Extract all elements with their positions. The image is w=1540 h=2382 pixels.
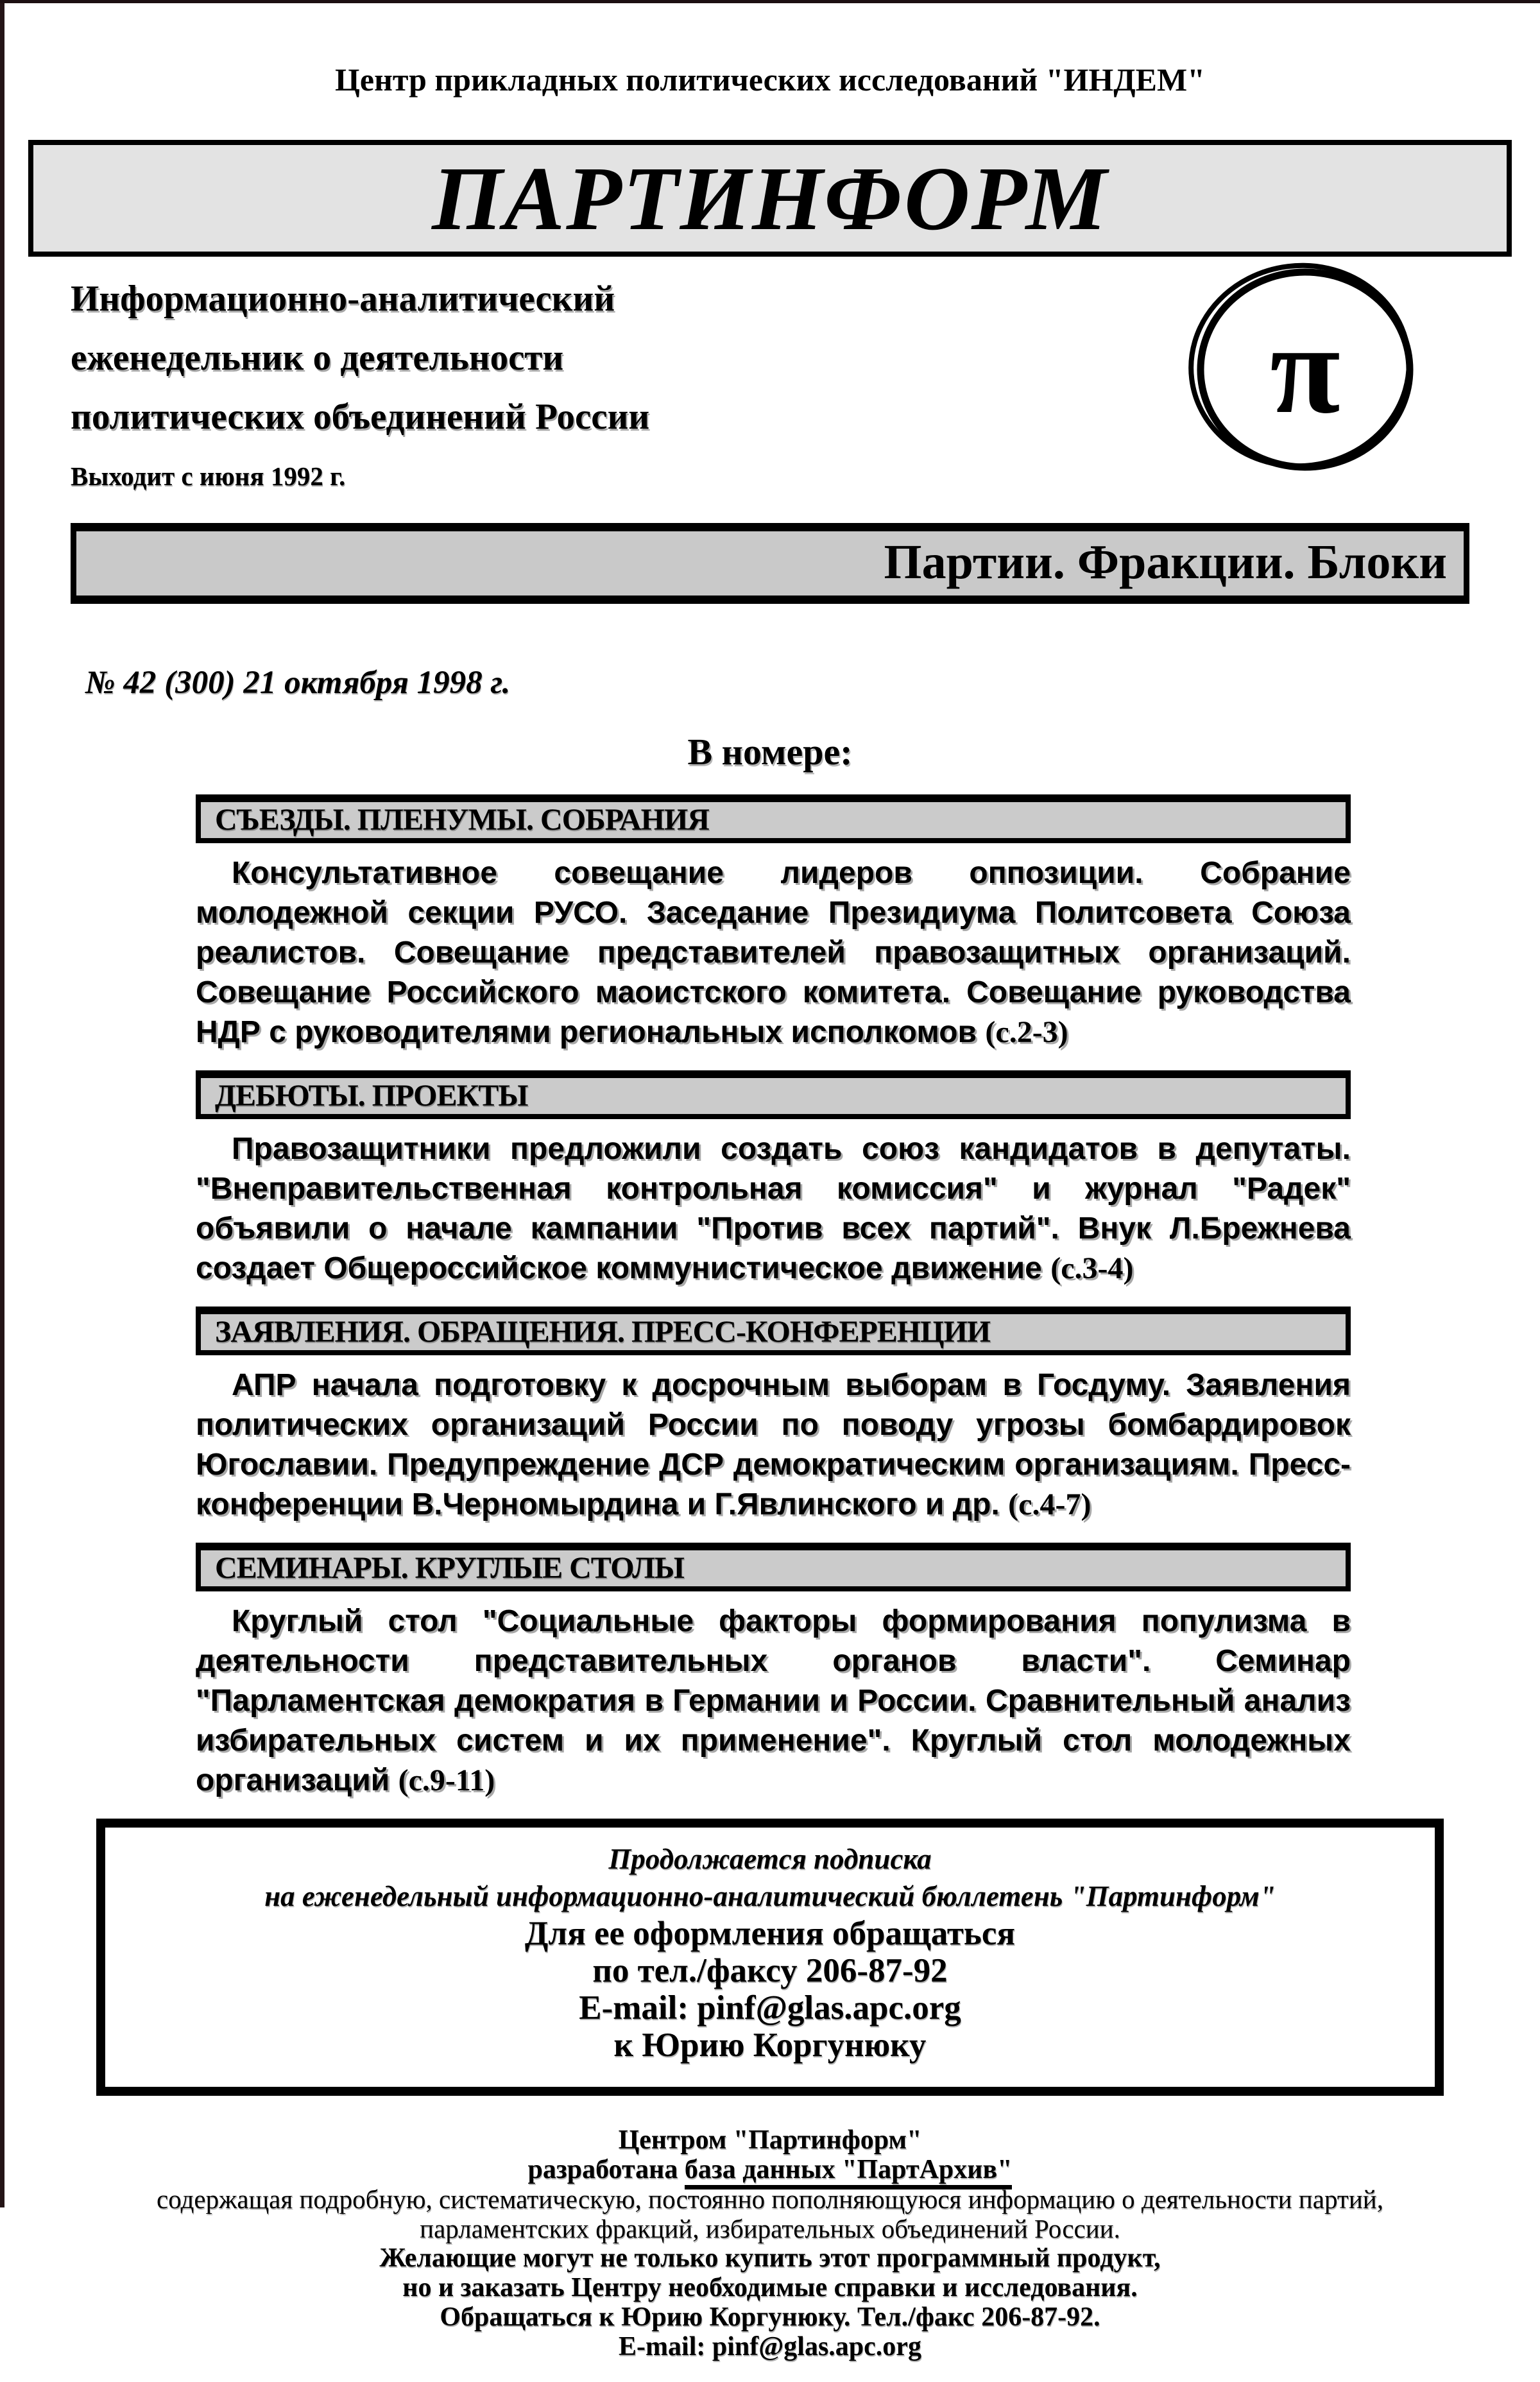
scan-edge-artifact-top — [0, 0, 1540, 3]
section-summary — [196, 1129, 1351, 1289]
footer-line-5: Желающие могут не только купить этот программный продукт, — [379, 2243, 1161, 2273]
subscription-contact: к Юрию Коргунюку — [613, 2026, 927, 2064]
footer-line-4: парламентских фракций, избирательных объединений России. — [420, 2214, 1120, 2243]
footer-block — [0, 2125, 1540, 2361]
toc-section-seminars — [196, 1543, 1351, 1801]
toc-sections — [196, 794, 1351, 1801]
rubric-banner-label: Партии. Фракции. Блоки — [884, 535, 1447, 589]
tagline-line-3: политических объединений России — [71, 397, 650, 437]
section-header-bar — [196, 1543, 1351, 1591]
content-flow — [0, 794, 1540, 2361]
section-header-label: СЕМИНАРЫ. КРУГЛЫЕ СТОЛЫ — [215, 1551, 685, 1585]
page-reference: (с.3-4) — [1050, 1251, 1134, 1285]
masthead-box — [28, 140, 1512, 257]
section-summary-text: АПР начала подготовку к досрочным выборам в Госдуму. Заявления политических организаций России по поводу угрозы бомбардировок Югославии. Предупреждение ДСР демократическим организациям. Пресс-конференции В.Черномырдина и Г.Явлинского и др. — [196, 1368, 1351, 1521]
issue-line: № 42 (300) 21 октября 1998 г. — [85, 665, 511, 701]
toc-section-congresses — [196, 794, 1351, 1052]
publication-since-line: Выходит с июня 1992 г. — [71, 461, 346, 491]
section-summary-text: Правозащитники предложили создать союз кандидатов в депутаты. "Внеправительственная контрольная комиссия" и журнал "Радек" объявили о начале кампании "Против всех партий". Внук Л.Брежнева создает Общероссийское коммунистическое движение — [196, 1132, 1351, 1285]
section-header-label: СЪЕЗДЫ. ПЛЕНУМЫ. СОБРАНИЯ — [215, 803, 709, 837]
organization-name: Центр прикладных политических исследований "ИНДЕМ" — [335, 62, 1205, 98]
toc-section-debuts — [196, 1070, 1351, 1289]
footer-line-1: Центром "Партинформ" — [618, 2125, 922, 2155]
footer-email: E-mail: pinf@glas.apc.org — [619, 2332, 921, 2361]
footer-line-2 — [0, 2155, 1540, 2184]
tagline-line-2: еженедельник о деятельности — [71, 338, 564, 378]
section-summary-text: Консультативное совещание лидеров оппозиции. Собрание молодежной секции РУСО. Заседание Президиума Политсовета Союза реалистов. Совещание представителей правозащитных организаций. Совещание Российского маоистского комитета. Совещание руководства НДР с руководителями региональных исполкомов — [196, 856, 1351, 1049]
tagline-line-1: Информационно-аналитический — [71, 278, 615, 319]
pi-logo-icon — [1179, 255, 1430, 486]
page-reference: (с.9-11) — [398, 1763, 495, 1797]
footer-database-name: база данных "ПартАрхив" — [685, 2155, 1013, 2189]
rubric-banner — [71, 523, 1469, 604]
section-header-bar — [196, 794, 1351, 843]
tagline — [71, 270, 1033, 447]
footer-line-2-prefix: разработана — [527, 2155, 685, 2184]
pi-symbol: π — [1270, 298, 1340, 440]
subscription-line-2: на еженедельный информационно-аналитический бюллетень "Партинформ" — [264, 1880, 1276, 1912]
section-summary — [196, 1602, 1351, 1801]
subscription-line-1: Продолжается подписка — [608, 1843, 932, 1875]
section-header-label: ЗАЯВЛЕНИЯ. ОБРАЩЕНИЯ. ПРЕСС-КОНФЕРЕНЦИИ — [215, 1315, 991, 1349]
page-reference: (с.4-7) — [1008, 1487, 1091, 1521]
subscription-line-3: Для ее оформления обращаться — [524, 1915, 1016, 1952]
toc-title: В номере: — [687, 731, 853, 773]
section-summary-text: Круглый стол "Социальные факторы формирования популизма в деятельности представительных органов власти". Семинар "Парламентская демократия в Германии и России. Сравнительный анализ избирательных систем и их применение". Круглый стол молодежных организаций — [196, 1604, 1351, 1797]
section-summary — [196, 1366, 1351, 1525]
section-header-bar — [196, 1307, 1351, 1355]
subscription-phone: по тел./факсу 206-87-92 — [592, 1952, 948, 1989]
pi-logo — [1179, 255, 1430, 486]
section-header-bar — [196, 1070, 1351, 1119]
subscription-box — [96, 1819, 1444, 2096]
section-header-label: ДЕБЮТЫ. ПРОЕКТЫ — [215, 1079, 528, 1113]
subscription-email: E-mail: pinf@glas.apc.org — [579, 1989, 961, 2026]
masthead-title: ПАРТИНФОРМ — [431, 148, 1108, 249]
section-summary — [196, 853, 1351, 1052]
footer-contact: Обращаться к Юрию Коргунюку. Тел./факс 206-87-92. — [440, 2302, 1100, 2332]
page-reference: (с.2-3) — [985, 1015, 1068, 1049]
footer-line-3: содержащая подробную, систематическую, постоянно пополняющуюся информацию о деятельности партий, — [157, 2184, 1383, 2214]
footer-line-6: но и заказать Центру необходимые справки и исследования. — [402, 2273, 1138, 2302]
toc-section-statements — [196, 1307, 1351, 1525]
